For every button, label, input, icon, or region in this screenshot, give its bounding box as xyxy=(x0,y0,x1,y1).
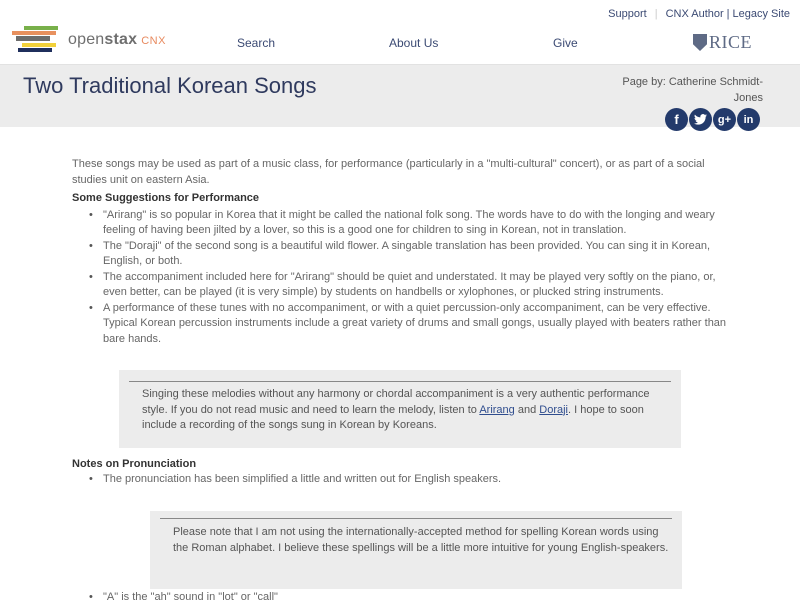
note-text: Singing these melodies without any harmony or chordal accompaniment is a very authentic performance style. If you do not read music and need to learn the melody, listen to Arirang and Doraji. I hope to soon include a recording of the songs sung in Korean by Koreans. xyxy=(142,388,650,431)
list-item: • The accompaniment included here for "Arirang" should be quiet and understated. It may be played very softly on the piano, or, even better, can be played (it is very simple) by students on handbells or xylophones, or plucked string instruments. xyxy=(103,270,732,301)
note-text: Please note that I am not using the internationally-accepted method for spelling Korean words using the Roman alphabet. I believe these spellings will be a little more intuitive for young English-speakers. xyxy=(173,526,669,554)
google-plus-icon[interactable]: g+ xyxy=(713,108,736,131)
cnx-author-link[interactable]: CNX Author xyxy=(665,8,724,20)
rice-label: RICE xyxy=(709,32,753,52)
rice-shield-icon xyxy=(693,34,707,51)
note-box-spelling xyxy=(150,511,682,589)
note-divider xyxy=(129,381,671,382)
divider: | xyxy=(654,8,658,20)
openstax-cnx-logo[interactable] xyxy=(12,26,166,54)
list-item: • "A" is the "ah" sound in "lot" or "call" xyxy=(103,591,278,600)
list-item: • The "Doraji" of the second song is a beautiful wild flower. A singable translation has been provided. You can sing it in Korean, English, or both. xyxy=(103,239,732,270)
divider: | xyxy=(726,8,730,20)
arirang-link[interactable]: Arirang xyxy=(479,403,515,416)
social-share xyxy=(665,108,760,131)
list-item: • The pronunciation has been simplified a little and written out for English speakers. xyxy=(103,473,501,485)
pronunciation-list-continued xyxy=(103,591,278,600)
logo-text: openstax CNX xyxy=(68,31,166,48)
nav-search[interactable]: Search xyxy=(237,36,276,50)
support-link[interactable]: Support xyxy=(608,8,647,20)
nav-about-us[interactable]: About Us xyxy=(389,36,439,50)
facebook-icon[interactable]: f xyxy=(665,108,688,131)
note-divider xyxy=(160,518,672,519)
intro-paragraph: These songs may be used as part of a music class, for performance (particularly in a "multi-cultural" concert), or as part of a social studies unit on eastern Asia. xyxy=(72,158,705,186)
rice-logo[interactable] xyxy=(693,32,752,53)
list-item: • A performance of these tunes with no accompaniment, or with a quiet percussion-only accompaniment, can be very effective. Typical Korean percussion instruments include a great variety of drums and small gongs, usually played with beaters rather than bare hands. xyxy=(103,301,732,348)
page-title: Two Traditional Korean Songs xyxy=(23,73,317,98)
title-band xyxy=(0,65,800,127)
site-header xyxy=(0,0,800,65)
section-heading-pronunciation: Notes on Pronunciation xyxy=(72,458,197,470)
pronunciation-list xyxy=(103,473,501,485)
main-content xyxy=(72,157,732,347)
linkedin-icon[interactable]: in xyxy=(737,108,760,131)
page-author: Page by: Catherine Schmidt-Jones xyxy=(622,76,763,104)
legacy-site-link[interactable]: Legacy Site xyxy=(732,8,790,20)
utility-links xyxy=(608,8,790,20)
note-box-melodies xyxy=(119,370,681,448)
section-heading-suggestions: Some Suggestions for Performance xyxy=(72,192,260,204)
twitter-icon[interactable] xyxy=(689,108,712,131)
doraji-link[interactable]: Doraji xyxy=(539,403,568,416)
book-stack-icon xyxy=(12,26,62,54)
list-item: • "Arirang" is so popular in Korea that it might be called the national folk song. The words have to do with the longing and weary feeling of having been jilted by a lover, so this is a good one for children to sing in Korean, not in translation. xyxy=(103,208,732,239)
suggestions-list xyxy=(72,208,732,348)
nav-give[interactable]: Give xyxy=(553,36,578,50)
